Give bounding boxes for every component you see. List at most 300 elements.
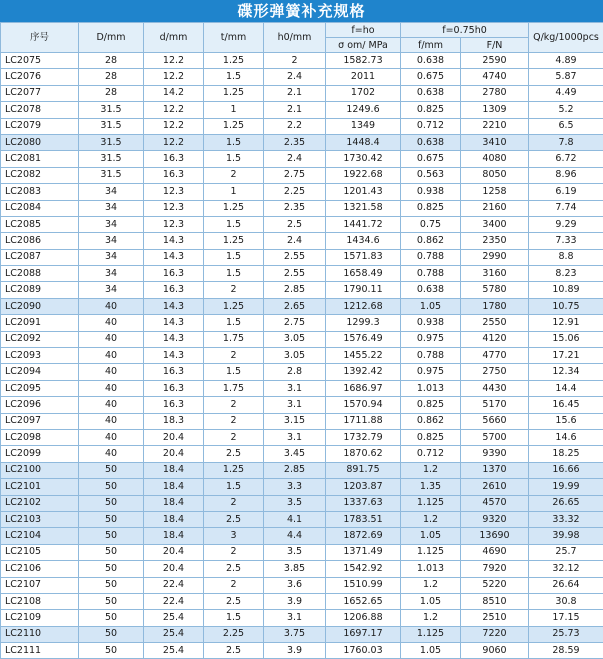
cell-weight: 26.65	[529, 495, 603, 511]
cell-deflection: 0.825	[401, 200, 461, 216]
cell-thickness: 2	[204, 397, 264, 413]
cell-free-height: 3.45	[264, 446, 326, 462]
cell-force: 5170	[461, 397, 529, 413]
cell-thickness: 1.25	[204, 233, 264, 249]
cell-free-height: 2	[264, 53, 326, 69]
cell-weight: 16.45	[529, 397, 603, 413]
cell-free-height: 3.15	[264, 413, 326, 429]
cell-thickness: 1.5	[204, 364, 264, 380]
cell-outer-diameter: 40	[79, 331, 144, 347]
cell-thickness: 1.25	[204, 118, 264, 134]
cell-weight: 6.72	[529, 151, 603, 167]
cell-outer-diameter: 40	[79, 315, 144, 331]
cell-outer-diameter: 34	[79, 249, 144, 265]
cell-code: LC2084	[1, 200, 79, 216]
cell-free-height: 3.1	[264, 429, 326, 445]
cell-thickness: 2.25	[204, 626, 264, 642]
cell-weight: 15.06	[529, 331, 603, 347]
cell-thickness: 1.5	[204, 315, 264, 331]
cell-free-height: 2.75	[264, 167, 326, 183]
cell-weight: 33.32	[529, 511, 603, 527]
cell-inner-diameter: 12.2	[144, 69, 204, 85]
cell-code: LC2097	[1, 413, 79, 429]
cell-weight: 10.75	[529, 298, 603, 314]
cell-free-height: 3.6	[264, 577, 326, 593]
cell-inner-diameter: 14.3	[144, 233, 204, 249]
cell-inner-diameter: 16.3	[144, 364, 204, 380]
cell-deflection: 1.05	[401, 298, 461, 314]
table-row	[1, 577, 603, 593]
table-row	[1, 462, 603, 478]
cell-thickness: 1.25	[204, 85, 264, 101]
cell-thickness: 1.5	[204, 69, 264, 85]
cell-code: LC2075	[1, 53, 79, 69]
cell-weight: 25.7	[529, 544, 603, 560]
cell-free-height: 3.1	[264, 380, 326, 396]
cell-deflection: 0.975	[401, 364, 461, 380]
cell-weight: 8.96	[529, 167, 603, 183]
cell-outer-diameter: 40	[79, 397, 144, 413]
cell-stress: 1201.43	[326, 184, 401, 200]
cell-force: 2510	[461, 610, 529, 626]
table-row	[1, 495, 603, 511]
cell-free-height: 3.3	[264, 479, 326, 495]
cell-inner-diameter: 18.4	[144, 495, 204, 511]
cell-free-height: 2.35	[264, 200, 326, 216]
cell-outer-diameter: 40	[79, 298, 144, 314]
table-row	[1, 85, 603, 101]
cell-free-height: 3.85	[264, 561, 326, 577]
cell-stress: 1455.22	[326, 348, 401, 364]
cell-stress: 1299.3	[326, 315, 401, 331]
cell-code: LC2089	[1, 282, 79, 298]
cell-code: LC2093	[1, 348, 79, 364]
header-thickness: t/mm	[204, 23, 264, 53]
cell-force: 2590	[461, 53, 529, 69]
cell-outer-diameter: 40	[79, 446, 144, 462]
cell-force: 2210	[461, 118, 529, 134]
cell-outer-diameter: 28	[79, 69, 144, 85]
table-row	[1, 429, 603, 445]
cell-force: 7220	[461, 626, 529, 642]
cell-thickness: 2.5	[204, 561, 264, 577]
cell-weight: 10.89	[529, 282, 603, 298]
cell-outer-diameter: 50	[79, 626, 144, 642]
cell-deflection: 0.638	[401, 134, 461, 150]
cell-inner-diameter: 14.3	[144, 249, 204, 265]
header-stress: σ om/ MPa	[326, 38, 401, 53]
cell-force: 4570	[461, 495, 529, 511]
cell-weight: 17.21	[529, 348, 603, 364]
cell-weight: 5.87	[529, 69, 603, 85]
table-row	[1, 233, 603, 249]
cell-free-height: 2.2	[264, 118, 326, 134]
cell-stress: 1790.11	[326, 282, 401, 298]
cell-free-height: 2.4	[264, 151, 326, 167]
cell-thickness: 1.25	[204, 298, 264, 314]
cell-thickness: 2	[204, 429, 264, 445]
cell-deflection: 0.825	[401, 102, 461, 118]
cell-outer-diameter: 50	[79, 593, 144, 609]
table-row	[1, 446, 603, 462]
cell-code: LC2077	[1, 85, 79, 101]
cell-inner-diameter: 18.4	[144, 511, 204, 527]
cell-code: LC2078	[1, 102, 79, 118]
cell-outer-diameter: 28	[79, 53, 144, 69]
cell-free-height: 2.1	[264, 102, 326, 118]
table-row	[1, 593, 603, 609]
cell-weight: 6.19	[529, 184, 603, 200]
header-group-f-075h0: f=0.75h0	[401, 23, 529, 38]
cell-outer-diameter: 50	[79, 495, 144, 511]
cell-thickness: 1.5	[204, 151, 264, 167]
cell-weight: 26.64	[529, 577, 603, 593]
cell-deflection: 0.675	[401, 151, 461, 167]
table-row	[1, 249, 603, 265]
cell-code: LC2098	[1, 429, 79, 445]
table-row	[1, 413, 603, 429]
cell-deflection: 1.013	[401, 380, 461, 396]
cell-code: LC2096	[1, 397, 79, 413]
cell-code: LC2100	[1, 462, 79, 478]
table-row	[1, 479, 603, 495]
cell-free-height: 3.1	[264, 610, 326, 626]
cell-inner-diameter: 12.2	[144, 118, 204, 134]
cell-weight: 4.49	[529, 85, 603, 101]
cell-stress: 1571.83	[326, 249, 401, 265]
cell-inner-diameter: 14.3	[144, 298, 204, 314]
table-row	[1, 266, 603, 282]
cell-deflection: 0.788	[401, 249, 461, 265]
cell-thickness: 2.5	[204, 593, 264, 609]
cell-stress: 1542.92	[326, 561, 401, 577]
cell-stress: 1658.49	[326, 266, 401, 282]
cell-inner-diameter: 18.3	[144, 413, 204, 429]
cell-outer-diameter: 50	[79, 544, 144, 560]
cell-inner-diameter: 16.3	[144, 397, 204, 413]
cell-code: LC2095	[1, 380, 79, 396]
cell-deflection: 1.013	[401, 561, 461, 577]
cell-force: 2610	[461, 479, 529, 495]
cell-thickness: 1.5	[204, 479, 264, 495]
header-group-f-ho: f=ho	[326, 23, 401, 38]
cell-thickness: 1.5	[204, 266, 264, 282]
cell-outer-diameter: 34	[79, 184, 144, 200]
cell-inner-diameter: 20.4	[144, 561, 204, 577]
cell-force: 2160	[461, 200, 529, 216]
cell-inner-diameter: 16.3	[144, 266, 204, 282]
cell-stress: 1711.88	[326, 413, 401, 429]
cell-deflection: 0.938	[401, 184, 461, 200]
cell-force: 2990	[461, 249, 529, 265]
cell-force: 3400	[461, 216, 529, 232]
cell-force: 4080	[461, 151, 529, 167]
cell-inner-diameter: 16.3	[144, 380, 204, 396]
cell-force: 1309	[461, 102, 529, 118]
cell-deflection: 0.675	[401, 69, 461, 85]
cell-free-height: 2.4	[264, 233, 326, 249]
cell-thickness: 1.75	[204, 331, 264, 347]
cell-stress: 1686.97	[326, 380, 401, 396]
cell-outer-diameter: 50	[79, 643, 144, 659]
cell-code: LC2080	[1, 134, 79, 150]
header-force: F/N	[461, 38, 529, 53]
cell-thickness: 1.5	[204, 134, 264, 150]
cell-outer-diameter: 50	[79, 528, 144, 544]
cell-inner-diameter: 14.3	[144, 348, 204, 364]
cell-code: LC2107	[1, 577, 79, 593]
cell-force: 4430	[461, 380, 529, 396]
cell-deflection: 0.825	[401, 397, 461, 413]
cell-free-height: 3.05	[264, 331, 326, 347]
cell-weight: 12.34	[529, 364, 603, 380]
cell-stress: 1702	[326, 85, 401, 101]
cell-inner-diameter: 14.2	[144, 85, 204, 101]
cell-code: LC2111	[1, 643, 79, 659]
cell-weight: 19.99	[529, 479, 603, 495]
cell-weight: 8.8	[529, 249, 603, 265]
cell-deflection: 0.788	[401, 348, 461, 364]
cell-deflection: 0.862	[401, 413, 461, 429]
cell-code: LC2088	[1, 266, 79, 282]
cell-code: LC2110	[1, 626, 79, 642]
cell-inner-diameter: 18.4	[144, 462, 204, 478]
spec-table	[0, 22, 603, 659]
cell-force: 2750	[461, 364, 529, 380]
table-row	[1, 69, 603, 85]
table-row	[1, 544, 603, 560]
cell-free-height: 2.25	[264, 184, 326, 200]
cell-stress: 891.75	[326, 462, 401, 478]
cell-deflection: 1.125	[401, 495, 461, 511]
cell-deflection: 0.938	[401, 315, 461, 331]
cell-thickness: 1.5	[204, 610, 264, 626]
table-row	[1, 397, 603, 413]
cell-deflection: 0.638	[401, 282, 461, 298]
cell-deflection: 0.75	[401, 216, 461, 232]
header-inner-diameter: d/mm	[144, 23, 204, 53]
cell-force: 3410	[461, 134, 529, 150]
table-row	[1, 380, 603, 396]
cell-deflection: 1.2	[401, 511, 461, 527]
cell-free-height: 3.9	[264, 593, 326, 609]
cell-deflection: 1.05	[401, 643, 461, 659]
table-row	[1, 643, 603, 659]
table-header	[1, 23, 603, 53]
cell-outer-diameter: 50	[79, 511, 144, 527]
cell-force: 13690	[461, 528, 529, 544]
cell-outer-diameter: 28	[79, 85, 144, 101]
cell-weight: 7.8	[529, 134, 603, 150]
cell-stress: 1783.51	[326, 511, 401, 527]
cell-thickness: 3	[204, 528, 264, 544]
cell-thickness: 2	[204, 577, 264, 593]
cell-deflection: 1.05	[401, 528, 461, 544]
cell-force: 9390	[461, 446, 529, 462]
cell-weight: 5.2	[529, 102, 603, 118]
cell-code: LC2091	[1, 315, 79, 331]
cell-stress: 1582.73	[326, 53, 401, 69]
cell-stress: 1249.6	[326, 102, 401, 118]
cell-weight: 8.23	[529, 266, 603, 282]
cell-deflection: 1.35	[401, 479, 461, 495]
cell-deflection: 0.825	[401, 429, 461, 445]
table-body	[1, 53, 603, 659]
cell-outer-diameter: 34	[79, 282, 144, 298]
cell-inner-diameter: 14.3	[144, 331, 204, 347]
cell-stress: 1349	[326, 118, 401, 134]
cell-outer-diameter: 31.5	[79, 102, 144, 118]
cell-weight: 15.6	[529, 413, 603, 429]
table-row	[1, 216, 603, 232]
cell-free-height: 3.9	[264, 643, 326, 659]
table-row	[1, 298, 603, 314]
table-row	[1, 102, 603, 118]
cell-outer-diameter: 40	[79, 429, 144, 445]
cell-code: LC2085	[1, 216, 79, 232]
cell-free-height: 3.5	[264, 495, 326, 511]
cell-free-height: 2.35	[264, 134, 326, 150]
cell-stress: 1870.62	[326, 446, 401, 462]
table-row	[1, 364, 603, 380]
cell-force: 1370	[461, 462, 529, 478]
cell-outer-diameter: 34	[79, 200, 144, 216]
cell-deflection: 0.862	[401, 233, 461, 249]
cell-inner-diameter: 25.4	[144, 626, 204, 642]
cell-inner-diameter: 18.4	[144, 479, 204, 495]
cell-code: LC2099	[1, 446, 79, 462]
table-row	[1, 610, 603, 626]
cell-thickness: 2.5	[204, 446, 264, 462]
cell-deflection: 0.712	[401, 446, 461, 462]
header-outer-diameter: D/mm	[79, 23, 144, 53]
cell-deflection: 0.638	[401, 53, 461, 69]
cell-free-height: 2.55	[264, 266, 326, 282]
cell-code: LC2108	[1, 593, 79, 609]
cell-code: LC2081	[1, 151, 79, 167]
cell-thickness: 1.75	[204, 380, 264, 396]
cell-code: LC2106	[1, 561, 79, 577]
cell-outer-diameter: 40	[79, 348, 144, 364]
cell-stress: 1732.79	[326, 429, 401, 445]
cell-code: LC2101	[1, 479, 79, 495]
table-row	[1, 151, 603, 167]
cell-inner-diameter: 12.2	[144, 53, 204, 69]
cell-outer-diameter: 34	[79, 216, 144, 232]
cell-stress: 1203.87	[326, 479, 401, 495]
cell-outer-diameter: 31.5	[79, 167, 144, 183]
cell-inner-diameter: 16.3	[144, 282, 204, 298]
cell-code: LC2079	[1, 118, 79, 134]
cell-deflection: 0.563	[401, 167, 461, 183]
cell-inner-diameter: 25.4	[144, 610, 204, 626]
cell-weight: 9.29	[529, 216, 603, 232]
cell-thickness: 1.25	[204, 53, 264, 69]
table-row	[1, 184, 603, 200]
cell-code: LC2109	[1, 610, 79, 626]
cell-force: 2350	[461, 233, 529, 249]
cell-free-height: 2.85	[264, 462, 326, 478]
cell-inner-diameter: 12.3	[144, 184, 204, 200]
table-row	[1, 315, 603, 331]
cell-inner-diameter: 22.4	[144, 577, 204, 593]
cell-thickness: 1.5	[204, 216, 264, 232]
cell-code: LC2087	[1, 249, 79, 265]
cell-weight: 30.8	[529, 593, 603, 609]
cell-free-height: 3.05	[264, 348, 326, 364]
cell-inner-diameter: 12.3	[144, 216, 204, 232]
cell-stress: 1448.4	[326, 134, 401, 150]
cell-weight: 14.4	[529, 380, 603, 396]
cell-stress: 1337.63	[326, 495, 401, 511]
cell-thickness: 1	[204, 184, 264, 200]
cell-force: 9320	[461, 511, 529, 527]
header-weight: Q/kg/1000pcs	[529, 23, 603, 53]
cell-stress: 1206.88	[326, 610, 401, 626]
cell-inner-diameter: 14.3	[144, 315, 204, 331]
cell-stress: 1872.69	[326, 528, 401, 544]
cell-inner-diameter: 18.4	[144, 528, 204, 544]
cell-weight: 17.15	[529, 610, 603, 626]
cell-weight: 32.12	[529, 561, 603, 577]
cell-stress: 1570.94	[326, 397, 401, 413]
cell-code: LC2103	[1, 511, 79, 527]
table-row	[1, 626, 603, 642]
cell-thickness: 1.25	[204, 200, 264, 216]
cell-free-height: 2.65	[264, 298, 326, 314]
cell-outer-diameter: 40	[79, 380, 144, 396]
cell-thickness: 1.25	[204, 462, 264, 478]
header-code: 序号	[1, 23, 79, 53]
cell-code: LC2092	[1, 331, 79, 347]
table-row	[1, 167, 603, 183]
cell-thickness: 2	[204, 544, 264, 560]
cell-stress: 1576.49	[326, 331, 401, 347]
cell-stress: 1697.17	[326, 626, 401, 642]
cell-weight: 7.74	[529, 200, 603, 216]
cell-free-height: 4.4	[264, 528, 326, 544]
cell-force: 7920	[461, 561, 529, 577]
cell-deflection: 0.638	[401, 85, 461, 101]
table-row	[1, 331, 603, 347]
cell-weight: 18.25	[529, 446, 603, 462]
cell-stress: 1760.03	[326, 643, 401, 659]
cell-force: 4690	[461, 544, 529, 560]
cell-code: LC2105	[1, 544, 79, 560]
page-title: 碟形弹簧补充规格	[0, 0, 603, 22]
cell-outer-diameter: 34	[79, 266, 144, 282]
cell-thickness: 2	[204, 413, 264, 429]
cell-inner-diameter: 20.4	[144, 429, 204, 445]
cell-inner-diameter: 16.3	[144, 151, 204, 167]
cell-free-height: 3.75	[264, 626, 326, 642]
cell-force: 5700	[461, 429, 529, 445]
cell-free-height: 3.5	[264, 544, 326, 560]
table-row	[1, 282, 603, 298]
cell-code: LC2086	[1, 233, 79, 249]
cell-stress: 1730.42	[326, 151, 401, 167]
cell-deflection: 1.125	[401, 626, 461, 642]
cell-weight: 6.5	[529, 118, 603, 134]
cell-weight: 4.89	[529, 53, 603, 69]
cell-outer-diameter: 40	[79, 364, 144, 380]
cell-stress: 1441.72	[326, 216, 401, 232]
table-row	[1, 53, 603, 69]
cell-force: 8050	[461, 167, 529, 183]
cell-thickness: 2	[204, 167, 264, 183]
cell-inner-diameter: 12.2	[144, 102, 204, 118]
cell-code: LC2104	[1, 528, 79, 544]
